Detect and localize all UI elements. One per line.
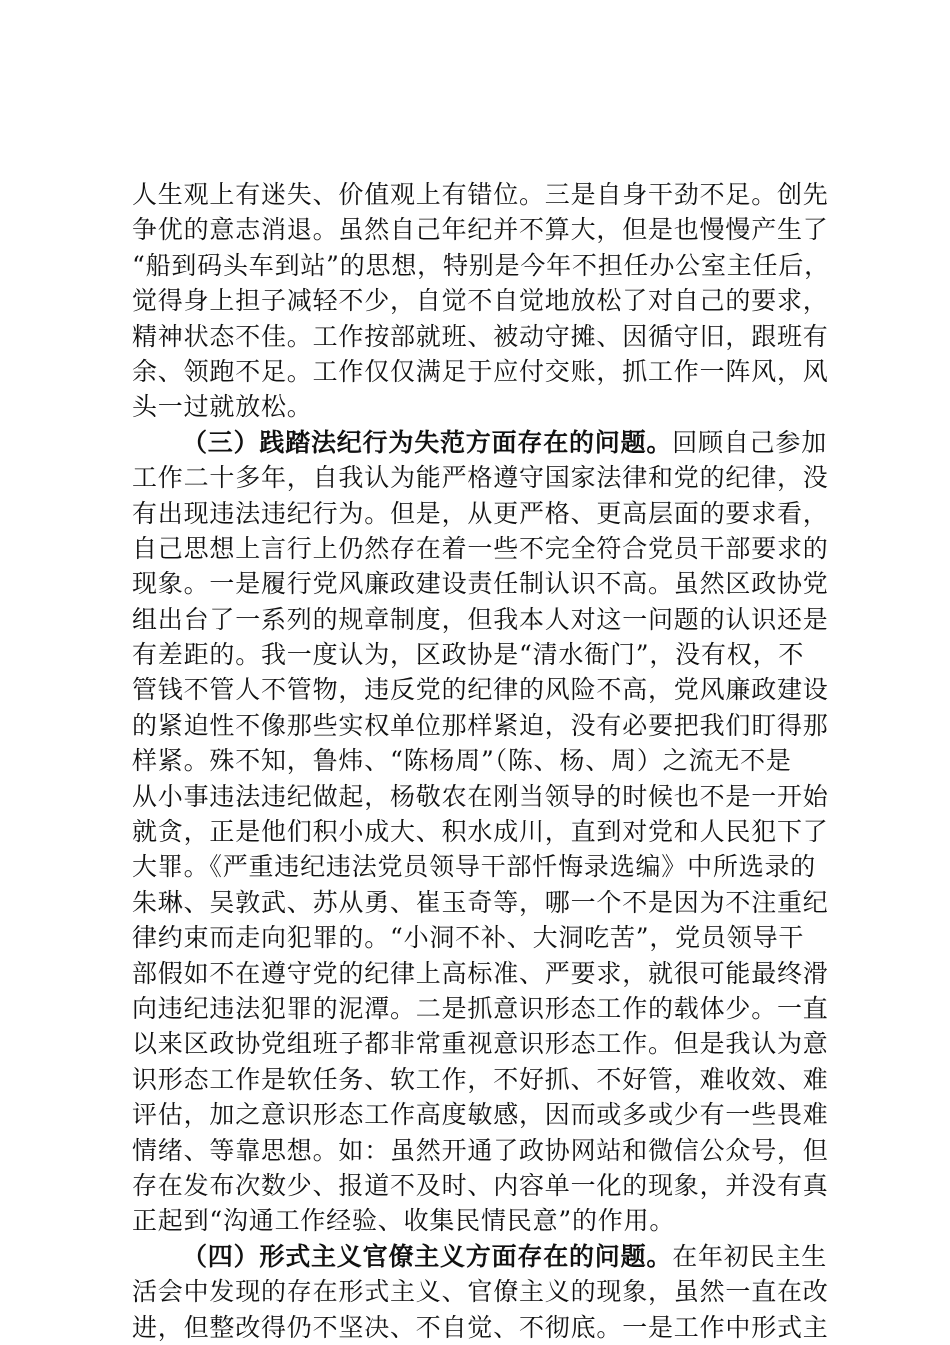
- text-line: [132, 1310, 832, 1345]
- body-text: 以来区政协党组班子都非常重视意识形态工作。但是我认为意: [132, 1029, 829, 1059]
- body-text: 人生观上有迷失、价值观上有错位。三是自身干劲不足。创先: [132, 180, 829, 209]
- text-line: [132, 602, 832, 637]
- body-text: 有差距的。我一度认为，区政协是“清水衙门”，没有权，不: [132, 640, 805, 670]
- text-line: [132, 177, 832, 212]
- text-line: [132, 708, 832, 743]
- text-line: [132, 885, 832, 920]
- text-line: [132, 1097, 832, 1132]
- body-text: 精神状态不佳。工作按部就班、被动守摊、因循守旧，跟班有: [132, 321, 829, 351]
- body-text: 存在发布次数少、报道不及时、内容单一化的现象，并没有真: [132, 1170, 829, 1200]
- body-text: 样紧。殊不知，鲁炜、“陈杨周”（陈、杨、周）之流无不是: [132, 746, 792, 776]
- text-line: [132, 637, 832, 672]
- text-line: [132, 389, 832, 424]
- text-line: [132, 779, 832, 814]
- text-line: [132, 1026, 832, 1061]
- body-text: 现象。一是履行党风廉政建设责任制认识不高。虽然区政协党: [132, 569, 829, 599]
- section-heading: （三）践踏法纪行为失范方面存在的问题。: [182, 427, 673, 457]
- section-heading: （四）形式主义官僚主义方面存在的问题。: [182, 1241, 673, 1271]
- text-line: [132, 1274, 832, 1309]
- text-line: [132, 460, 832, 495]
- text-line: [132, 814, 832, 849]
- text-line: [132, 672, 832, 707]
- text-line: [132, 283, 832, 318]
- text-line: [132, 212, 832, 247]
- body-text: 活会中发现的存在形式主义、官僚主义的现象，虽然一直在改: [132, 1277, 829, 1307]
- text-line: [132, 956, 832, 991]
- body-text: 组出台了一系列的规章制度，但我本人对这一问题的认识还是: [132, 604, 829, 634]
- body-text: 正起到“沟通工作经验、收集民情民意”的作用。: [132, 1206, 676, 1236]
- body-text: 从小事违法违纪做起，杨敬农在刚当领导的时候也不是一开始: [132, 781, 829, 811]
- body-text: 评估，加之意识形态工作高度敏感，因而或多或少有一些畏难: [132, 1100, 829, 1130]
- body-text: 自己思想上言行上仍然存在着一些不完全符合党员干部要求的: [132, 533, 829, 563]
- text-line: [132, 319, 832, 354]
- body-text: 回顾自己参加: [672, 427, 828, 457]
- body-text: “船到码头车到站”的思想，特别是今年不担任办公室主任后，: [132, 250, 830, 280]
- body-text: 争优的意志消退。虽然自己年纪并不算大，但是也慢慢产生了: [132, 215, 829, 245]
- body-text: 大罪。《严重违纪违法党员领导干部忏悔录选编》中所选录的: [132, 852, 817, 882]
- body-text: 余、领跑不足。工作仅仅满足于应付交账，抓工作一阵风，风: [132, 356, 829, 386]
- body-text: 向违纪违法犯罪的泥潭。二是抓意识形态工作的载体少。一直: [132, 993, 829, 1023]
- text-line: [132, 531, 832, 566]
- text-line: [132, 354, 832, 389]
- paragraph-start-line: [132, 425, 832, 460]
- paragraph-start-line: [132, 1239, 832, 1274]
- text-line: [132, 920, 832, 955]
- body-text: 在年初民主生: [672, 1241, 828, 1271]
- body-text: 的紧迫性不像那些实权单位那样紧迫，没有必要把我们盯得那: [132, 710, 829, 740]
- body-text: 觉得身上担子减轻不少，自觉不自觉地放松了对自己的要求，: [132, 286, 829, 316]
- body-text: 情绪、等靠思想。如：虽然开通了政协网站和微信公众号，但: [132, 1135, 829, 1165]
- text-line: [132, 248, 832, 283]
- text-line: [132, 496, 832, 531]
- text-line: [132, 1168, 832, 1203]
- body-text: 朱琳、吴敦武、苏从勇、崔玉奇等，哪一个不是因为不注重纪: [132, 887, 829, 917]
- document-body: [132, 177, 832, 1345]
- text-line: [132, 1062, 832, 1097]
- text-line: [132, 991, 832, 1026]
- body-text: 就贪，正是他们积小成大、积水成川，直到对党和人民犯下了: [132, 817, 829, 847]
- text-line: [132, 743, 832, 778]
- text-line: [132, 1133, 832, 1168]
- body-text: 头一过就放松。: [132, 392, 313, 422]
- text-line: [132, 566, 832, 601]
- body-text: 管钱不管人不管物，违反党的纪律的风险不高，党风廉政建设: [132, 675, 829, 705]
- body-text: 识形态工作是软任务、软工作，不好抓、不好管，难收效、难: [132, 1064, 829, 1094]
- text-line: [132, 849, 832, 884]
- body-text: 进，但整改得仍不坚决、不自觉、不彻底。一是工作中形式主: [132, 1312, 829, 1342]
- body-text: 律约束而走向犯罪的。“小洞不补、大洞吃苦”，党员领导干: [132, 923, 805, 953]
- body-text: 部假如不在遵守党的纪律上高标准、严要求，就很可能最终滑: [132, 958, 829, 988]
- text-line: [132, 1203, 832, 1238]
- body-text: 工作二十多年，自我认为能严格遵守国家法律和党的纪律，没: [132, 463, 829, 493]
- body-text: 有出现违法违纪行为。但是，从更严格、更高层面的要求看，: [132, 498, 829, 528]
